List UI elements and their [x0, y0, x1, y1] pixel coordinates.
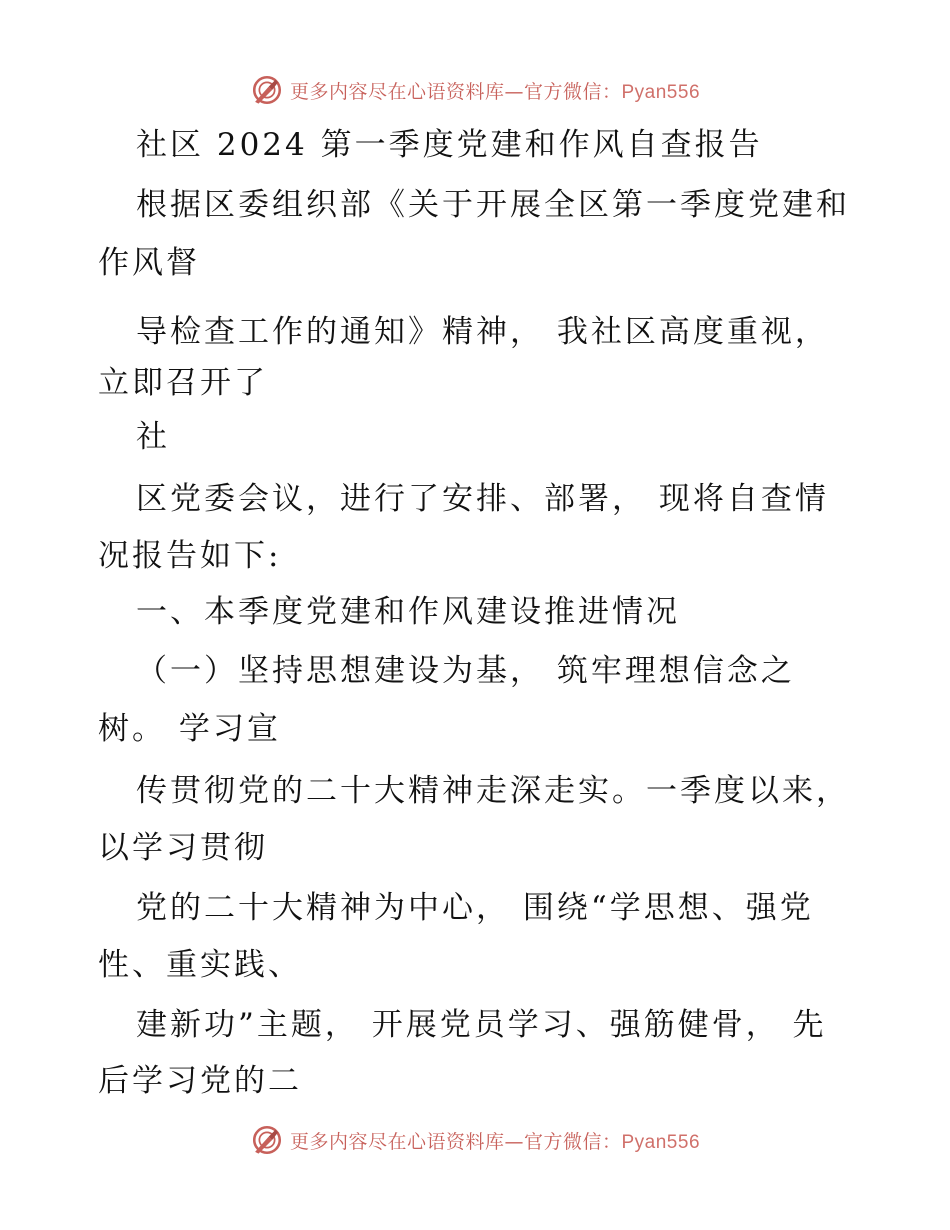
paragraph-line: 况报告如下:	[98, 538, 282, 574]
footer-watermark	[0, 1120, 950, 1160]
paragraph-line: 导检查工作的通知》精神， 我社区高度重视，	[136, 314, 829, 350]
watermark-text: 更多内容尽在心语资料库—官方微信：Pyan556	[289, 1130, 701, 1153]
paragraph-line: 建新功”主题， 开展党员学习、强筋健骨， 先	[136, 1007, 827, 1043]
paragraph-line: 以学习贯彻	[98, 830, 268, 866]
paragraph-line: 区党委会议，进行了安排、部署， 现将自查情	[136, 481, 829, 517]
paragraph-line: 后学习党的二	[98, 1063, 302, 1099]
paragraph-line: 党的二十大精神为中心， 围绕“学思想、强党	[136, 890, 814, 926]
document-title: 社区 2024 第一季度党建和作风自查报告	[136, 127, 763, 163]
watermark-handle: Pyan556	[621, 81, 701, 103]
paragraph-line: 社	[136, 419, 170, 455]
paragraph-line: 传贯彻党的二十大精神走深走实。一季度以来，	[136, 773, 850, 809]
section-heading: 一、本季度党建和作风建设推进情况	[136, 594, 680, 630]
paragraph-line: 性、重实践、	[98, 947, 302, 983]
paragraph-line: 作风督	[98, 245, 200, 281]
watermark-text: 更多内容尽在心语资料库—官方微信：Pyan556	[289, 80, 701, 103]
paragraph-line: 根据区委组织部《关于开展全区第一季度党建和	[136, 187, 850, 223]
paragraph-line: 树。 学习宣	[98, 711, 281, 747]
subsection-heading: （一）坚持思想建设为基， 筑牢理想信念之	[136, 653, 795, 689]
header-watermark	[0, 70, 950, 110]
pen-nib-logo-icon	[250, 73, 284, 107]
pen-nib-logo-icon	[250, 1123, 284, 1157]
paragraph-line: 立即召开了	[98, 365, 268, 401]
watermark-handle: Pyan556	[621, 1131, 701, 1153]
